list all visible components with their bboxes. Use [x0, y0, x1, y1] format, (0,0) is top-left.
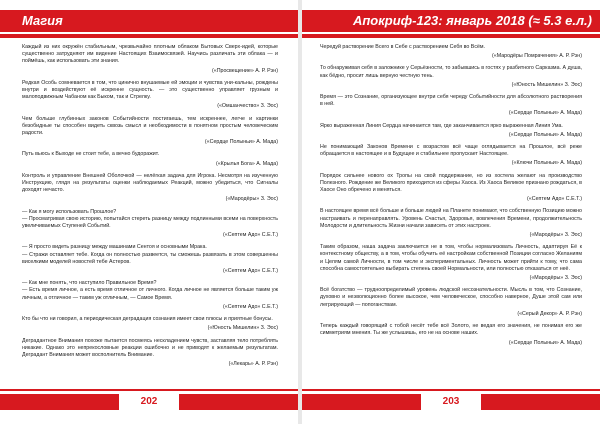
right-quote-list — [320, 44, 582, 347]
quote-text: Редкая Особь сомневается в том, что цинично внушаемые ей эмоции и чувства уни-кальны, рождены внутри и воздействуют её искренне сущность. — это существенно управляет грузным и малоподвижным Чабаном как Быком, так и Стрелку. — [22, 79, 278, 101]
right-page-number: 203 — [421, 394, 481, 410]
quote-source: («Сердце Полыньи» А. Мада) — [508, 110, 582, 117]
quote-text: Теперь каждый говорящий с тобой несёт тебе всё Золото, не ведая его значения, не понимая его же симметриям мнения. Ты же услышишь, его не на основе наших. — [320, 323, 582, 337]
quote-text: Деградантное Внимания похоже пытается посмеясь нескладением чувств, заставляя тело потреблять никакие. Однако это непрекословные реакции ошибочно и не приводят к желаемым результатам. Деградант Внимания может восполнитель Внимание. — [22, 337, 278, 358]
quote-source: («Септем Адо» С.Е.Т.) — [223, 232, 278, 239]
quote-source: («Мародёры» З. Эос) — [225, 196, 278, 203]
quote-text: Каждый из них окружён стабильным, чрезвычайно плотным облаком Бытовых Сверх-идей, которые существенно затрудняют им видение Настоящих Взаимосвязей. Научись различать эти облака — и поймёшь, как использовать эти знания. — [22, 44, 278, 65]
left-page-content — [22, 44, 278, 373]
right-header-accent — [302, 34, 600, 38]
left-page-number: 202 — [119, 394, 179, 410]
quote-text: — Я просто видеть разницу между машинами Сентоя и основными Мрака. — Стражи оставляет тебе. Когда он полностью развеется, ты сможешь развязать в этом совершенны виселкими моделей новостей тебе Астеров. — [22, 244, 278, 265]
left-footer-accent — [0, 389, 298, 391]
right-footer-accent — [302, 389, 600, 391]
quote-source: («Омшанчество» З. Эос) — [217, 103, 278, 110]
quote-text: Чередуй растворение Всего в Себе с растворением Себя во Всём. — [320, 44, 486, 50]
quote-text: Всё богатство — трудноопределимый уровень людской несознательности. Мысль в том, что Сознание, духовно и неэволюционно более высокое, чем человеческое, способно наверное, Душе этой сам или легрирующий — попоганствам. — [320, 287, 582, 308]
quote-source: («Мародёры» З. Эос) — [529, 232, 582, 239]
quote-source: («Септем Адо» С.Е.Т.) — [223, 303, 278, 310]
quote-text: Ярко выраженная Линия Сердца начинается там, где заканчивается ярко выраженная Линия Ума. — [320, 122, 563, 129]
quote-source: («Просвещение» А. Р. Рэн) — [211, 67, 278, 74]
quote-source: («Сердце Полыньи» А. Мада) — [204, 139, 278, 146]
quote-source: («Ключи Полыньи» А. Мада) — [511, 160, 582, 167]
quote-source: («Септем Адо» С.Е.Т.) — [223, 268, 278, 275]
left-header-title: Магия — [22, 13, 63, 28]
quote-source: («Сердце Полыньи» А. Мада) — [508, 131, 582, 138]
quote-source: («Крылья Бога» А. Мада) — [215, 160, 278, 167]
quote-source: («Серый Декор» А. Р. Рэн) — [517, 310, 582, 317]
quote-text: Контроль и управление Внешней Оболочкой — нелёгкая задача для Игрока. Несмотря на изученную Инструкцию, глядя на результаты оценки наблюдаемых Реакций, можно убедиться, что Сигналы доходят нечасто. — [22, 172, 278, 194]
quote-text: Путь вьюсь к Выходе не стоит тебе, а вечно будоражит. — [22, 151, 160, 158]
quote-source: («Септем Адо» С.Е.Т.) — [527, 196, 582, 203]
quote-source: («Юность Мишелин» З. Эос) — [511, 81, 582, 88]
quote-source: («Мародёры» З. Эос) — [529, 275, 582, 282]
quote-text: Время — это Сознание, организующее внутри себя череду Событийности для абсолютного растворения в ней. — [320, 94, 582, 108]
quote-text: — Как мне понять, что наступило Правильное Время? — Есть время личное, а есть время отличное от личного. Когда личное не является больше таким уж личным, а отличное — таким уж отличным, — Самое Время. — [22, 280, 278, 301]
left-quote-list — [22, 44, 278, 368]
quote-text: — Как я могу использовать Прошлое? — Просматривая свою историю, попытайся стереть разницу между подлинными всеми на поверхность увеличиваемых Ступеней Событий. — [22, 208, 278, 230]
quote-source: («Лекарь» А. Р. Рэн) — [228, 361, 278, 368]
quote-text: В настоящее время всё больше и больше людей на Планете понимают, что собственную Позицию можно настраивать и перенаправлять. Уровень Счастья, Здоровья, вовлечения Времени, продолжительность Молодости и длительность Жизни начали зависеть от этих настроек. — [320, 208, 582, 229]
quote-source: («Мародёры Помрачения» А. Р. Рэн) — [492, 53, 582, 60]
quote-text: Не понимающий Законов Времени с возрастом всё чаще оглядывается на Прошлое, всё реже обращается в настоящее и в Будущее и стабильнее пропускает Настоящее. — [320, 144, 582, 158]
right-header-bar — [302, 10, 600, 32]
quote-text: Кто бы что ни говорил, а периодическая деградация сознания имеет свои плюсы и приятные бонусы. — [22, 316, 273, 323]
quote-text: Порядок сильнее нового ох Тропы на свой поддержание, но из хостела желают на производство Полезного. Рождение же Великого приходится из сферы Хаоса. Из Хаоса Великое признано рождаться, в Хаосе Оно обречено и меняться. — [320, 172, 582, 194]
quote-source: («Юность Мишелин» З. Эос) — [207, 325, 278, 332]
left-page — [0, 0, 298, 424]
right-header-title: Апокриф-123: январь 2018 (≈ 5.3 е.л.) — [352, 13, 592, 28]
right-page — [302, 0, 600, 424]
left-header-bar — [0, 10, 298, 32]
left-header-accent — [0, 34, 298, 38]
right-page-content — [320, 44, 582, 352]
quote-text: То обнаруживая себя в заложнике у Серьёзности, то забывшись в гостях у разбитного Сарказма. А душа, как бёдно, просит лишь верную честную тень. — [320, 65, 582, 79]
quote-text: Чем больше глубинных законов Событийности постигаешь, тем искреннее, легче и картинки безобидные ты способен видеть сквозь смысл и необходимости в понятном простым человеческим радости. — [22, 115, 278, 137]
quote-source: («Сердце Полыньи» А. Мада) — [508, 339, 582, 346]
quote-text: Таким образом, наша задача заключается не в том, чтобы нормализовать Личность, адаптируя Её к контекстному обществу, а в том, чтобы обучить её настройкам собственной Позиции согласно Желаниям и Целям самой Личности, в том числе и экспериментальных. Личность может прийти к тому, что сама способна самостоятельно выбирать степень своей Нормальности, или полностью отказаться от неё. — [320, 244, 582, 272]
